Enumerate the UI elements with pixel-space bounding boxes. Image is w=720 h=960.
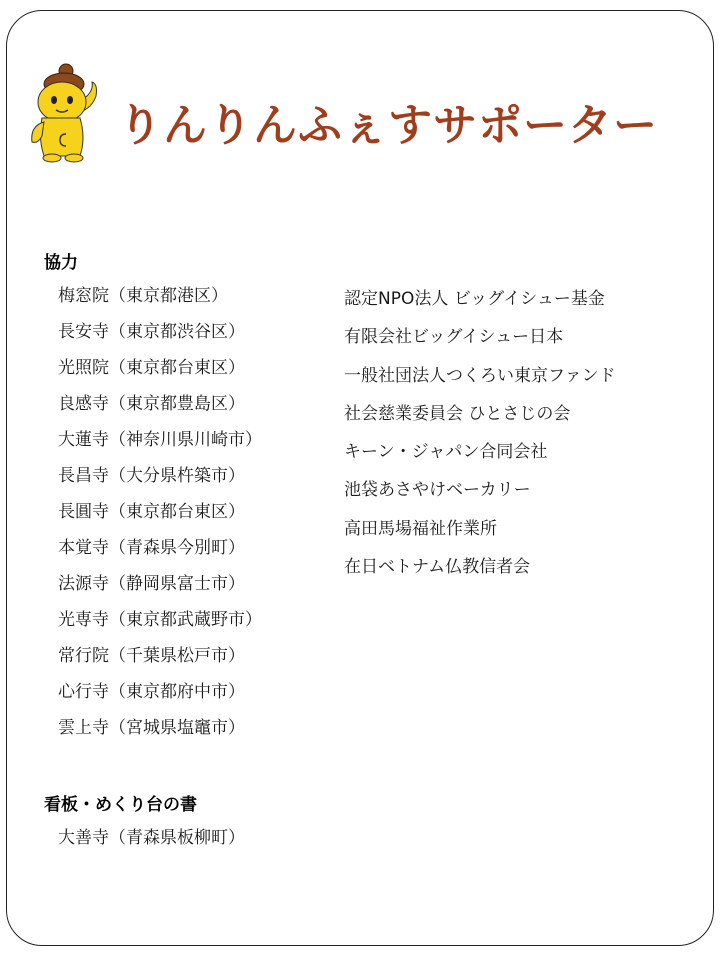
list-item: 梅窓院（東京都港区） [58, 286, 228, 306]
temple-list [58, 278, 262, 746]
section-heading-signboard: 看板・めくり台の書 [44, 795, 197, 815]
list-item: 長安寺（東京都渋谷区） [58, 322, 245, 342]
list-item: 本覚寺（青森県今別町） [58, 538, 245, 558]
list-item: 社会慈業委員会 ひとさじの会 [344, 403, 571, 424]
list-item: 長圓寺（東京都台東区） [58, 502, 245, 522]
list-item: 大善寺（青森県板柳町） [58, 828, 245, 848]
list-item: 池袋あさやけベーカリー [344, 480, 531, 501]
list-item: 長昌寺（大分県杵築市） [58, 466, 245, 486]
mascot-icon [24, 62, 100, 164]
list-item: 一般社団法人つくろい東京ファンド [344, 365, 616, 386]
list-item: 光照院（東京都台東区） [58, 358, 245, 378]
section-heading-cooperation: 協力 [44, 253, 78, 273]
signboard-list [58, 820, 245, 856]
organization-list [344, 280, 616, 586]
list-item: キーン・ジャパン合同会社 [344, 442, 548, 463]
page-title: りんりんふぇすサポーター [118, 100, 658, 151]
list-item: 光専寺（東京都武蔵野市） [58, 610, 262, 630]
list-item: 常行院（千葉県松戸市） [58, 646, 245, 666]
list-item: 法源寺（静岡県富士市） [58, 574, 245, 594]
list-item: 高田馬場福祉作業所 [344, 518, 497, 539]
list-item: 雲上寺（宮城県塩竈市） [58, 718, 245, 738]
list-item: 在日ベトナム仏教信者会 [344, 557, 531, 578]
list-item: 認定NPO法人 ビッグイシュー基金 [344, 289, 605, 309]
list-item: 大蓮寺（神奈川県川崎市） [58, 430, 262, 450]
list-item: 良感寺（東京都豊島区） [58, 394, 245, 414]
list-item: 有限会社ビッグイシュー日本 [344, 327, 564, 348]
list-item: 心行寺（東京都府中市） [58, 682, 245, 702]
